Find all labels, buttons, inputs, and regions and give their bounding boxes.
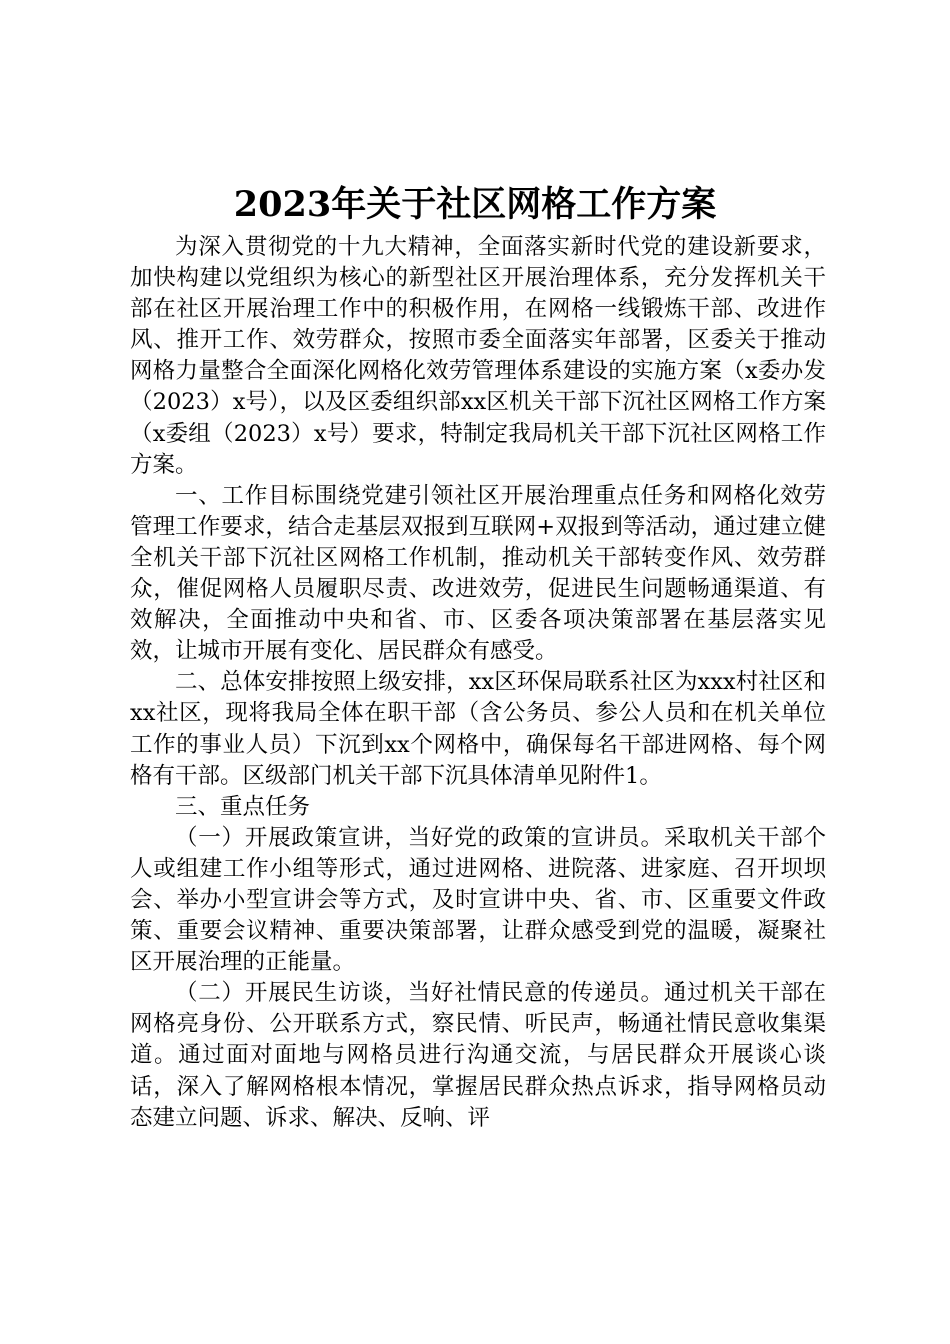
section-heading-key-tasks: 三、重点任务 (175, 793, 311, 820)
paragraph-policy-lectures: （一）开展政策宣讲，当好党的政策的宣讲员。采取机关干部个人或组建工作小组等形式，通过进网格、进院落、进家庭、召开坝坝会、举办小型宣讲会等方式，及时宣讲中央、省、市、区重要文件政策、重要会议精神、重要决策部署，让群众感受到党的温暖，凝聚社区开展治理的正能量。 (130, 824, 826, 976)
document-body (130, 232, 826, 1134)
document-title: 2023年关于社区网格工作方案 (233, 184, 717, 225)
paragraph-work-goal: 一、工作目标围绕党建引领社区开展治理重点任务和网格化效劳管理工作要求，结合走基层双报到互联网+双报到等活动，通过建立健全机关干部下沉社区网格工作机制，推动机关干部转变作风、效劳群众，催促网格人员履职尽责、改进效劳，促进民生问题畅通渠道、有效解决，全面推动中央和省、市、区委各项决策部署在基层落实见效，让城市开展有变化、居民群众有感受。 (130, 482, 826, 665)
paragraph-livelihood-interviews: （二）开展民生访谈，当好社情民意的传递员。通过机关干部在网格亮身份、公开联系方式，察民情、听民声，畅通社情民意收集渠道。通过面对面地与网格员进行沟通交流，与居民群众开展谈心谈话，深入了解网格根本情况，掌握居民群众热点诉求，指导网格员动态建立问题、诉求、解决、反响、评 (130, 980, 826, 1131)
paragraph-overall-arrangement: 二、总体安排按照上级安排，xx区环保局联系社区为xxx村社区和xx社区，现将我局全体在职干部（含公务员、参公人员和在机关单位工作的事业人员）下沉到xx个网格中，确保每名干部进网格、每个网格有干部。区级部门机关干部下沉具体清单见附件1。 (130, 669, 826, 789)
paragraph-intro: 为深入贯彻党的十九大精神，全面落实新时代党的建设新要求，加快构建以党组织为核心的新型社区开展治理体系，充分发挥机关干部在社区开展治理工作中的积极作用，在网格一线锻炼干部、改进作风、推开工作、效劳群众，按照市委全面落实年部署，区委关于推动网格力量整合全面深化网格化效劳管理体系建设的实施方案（x委办发（2023）x号），以及区委组织部xx区机关干部下沉社区网格工作方案（x委组（2023）x号）要求，特制定我局机关干部下沉社区网格工作方案。 (130, 234, 826, 478)
